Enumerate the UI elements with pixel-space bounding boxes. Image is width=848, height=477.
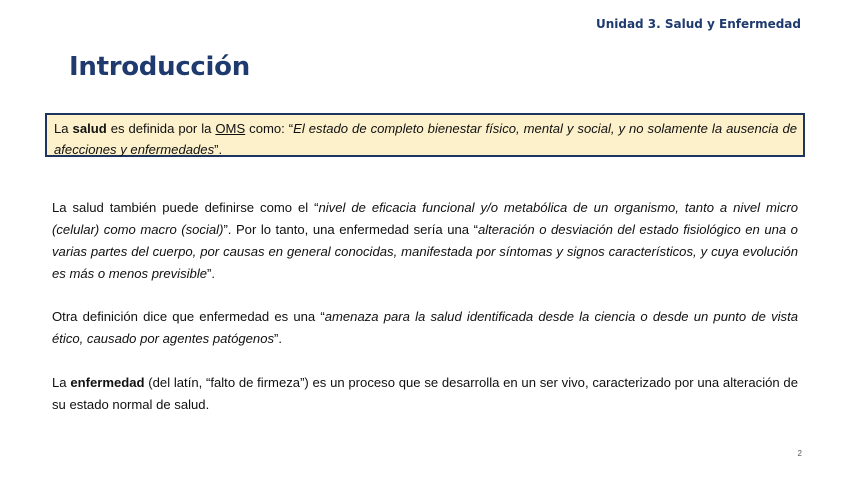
- p3-term-enfermedad: enfermedad: [70, 375, 145, 390]
- p2-quote: amenaza para la salud identificada desde la ciencia o desde un punto de vista ético, causado por agentes patógenos: [52, 309, 798, 346]
- definition-box: [45, 113, 805, 157]
- def-oms: OMS: [215, 121, 246, 136]
- p1-text-3: ”.: [207, 266, 216, 281]
- page-title: Introducción: [69, 52, 250, 82]
- def-text-1: La: [54, 121, 73, 136]
- p1-text-2: ”. Por lo tanto, una enfermedad sería una “: [223, 222, 478, 237]
- p3-text-1: La: [52, 375, 71, 390]
- def-text-4: ”.: [214, 142, 223, 157]
- p3-text-2: (del latín, “falto de firmeza”) es un proceso que se desarrolla en un ser vivo, caracterizado por una alteración de su estado normal de salud.: [52, 375, 798, 412]
- unit-header: Unidad 3. Salud y Enfermedad: [595, 17, 801, 31]
- p2-text-2: ”.: [274, 331, 283, 346]
- p1-text-1: La salud también puede definirse como el “: [52, 200, 319, 215]
- paragraph-enfermedad-definition: [52, 306, 798, 350]
- page-number: 2: [797, 449, 802, 458]
- def-term-salud: salud: [72, 121, 107, 136]
- def-text-2: es definida por la: [106, 121, 216, 136]
- paragraph-salud-definition: [52, 197, 798, 285]
- p2-text-1: Otra definición dice que enfermedad es una “: [52, 309, 325, 324]
- p1-quote-1: nivel de eficacia funcional y/o metabólica de un organismo, tanto a nivel micro (celular) como macro (social): [52, 200, 799, 237]
- p1-quote-2: alteración o desviación del estado fisiológico en una o varias partes del cuerpo, por causas en general conocidas, manifestada por síntomas y signos característicos, y cuya evolución es más o menos previsible: [52, 222, 798, 281]
- paragraph-enfermedad-process: [52, 372, 798, 416]
- def-quote: El estado de completo bienestar físico, mental y social, y no solamente la ausencia de afecciones y enfermedades: [54, 121, 798, 157]
- def-text-3: como: “: [245, 121, 294, 136]
